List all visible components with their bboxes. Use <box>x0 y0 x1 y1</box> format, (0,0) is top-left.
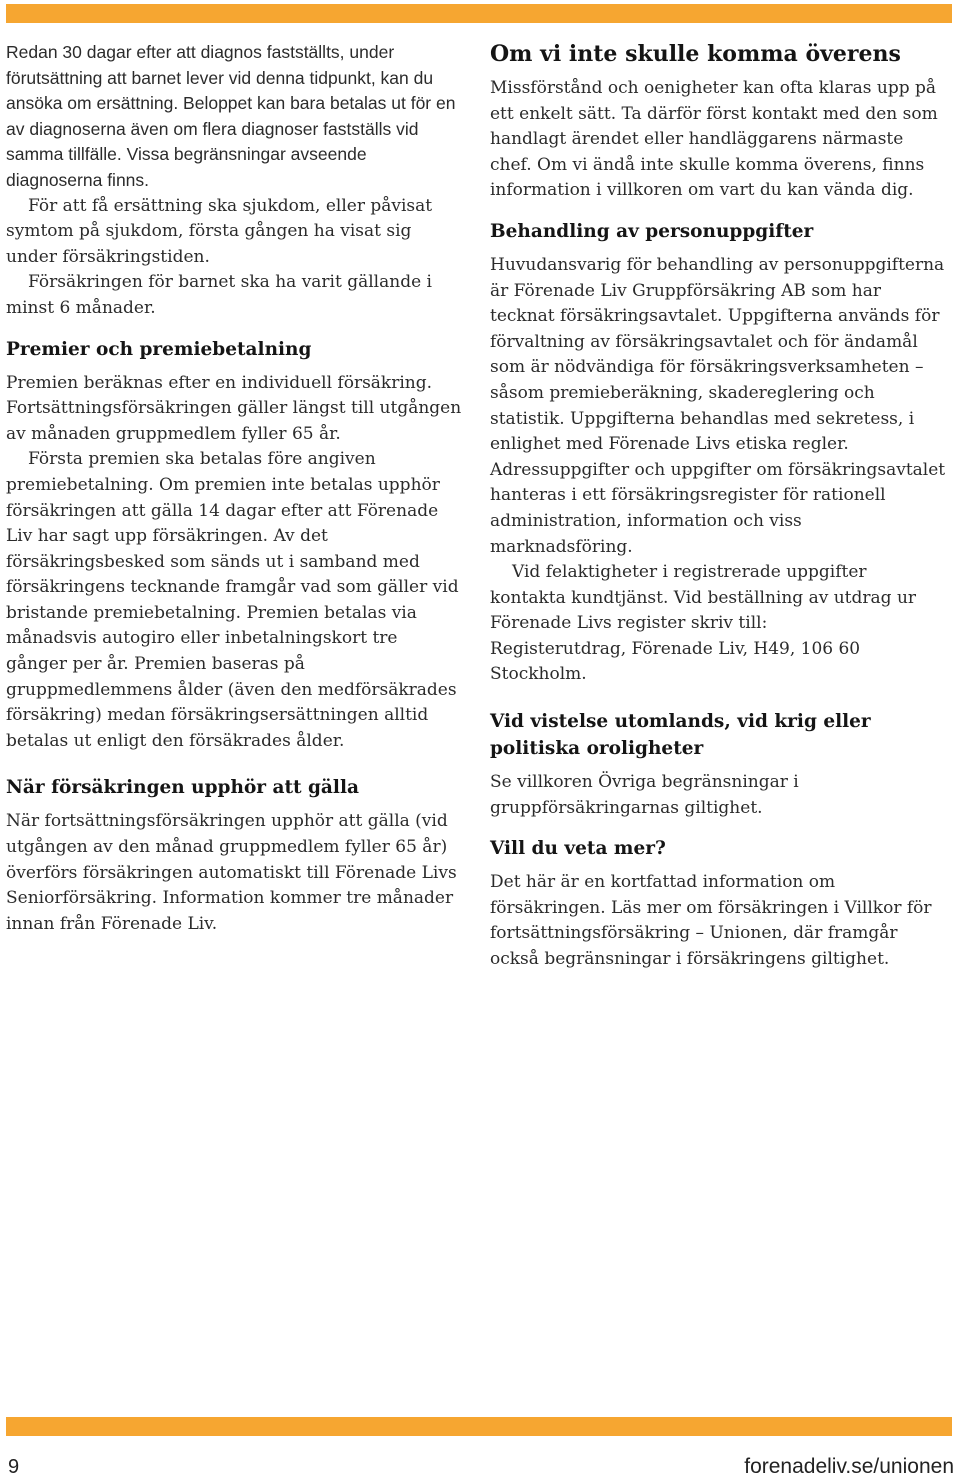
paragraph-premier-2: Första premien ska betalas före angiven premiebetalning. Om premien inte betalas upphör försäkringen att gälla 14 dagar efter att Förenade Liv har sagt upp försäkringen. Av det försäkringsbesked som sänds ut i samband med försäkringens tecknande framgår vad som gäller vid bristande premiebetalning. Premien betalas via månadsvis autogiro eller inbetalningskort tre gånger per år. Premien baseras på gruppmedlemmens ålder (även den medförsäkrades försäkring) medan försäkringsersättningen alltid betalas ut enligt den försäkrades ålder. <box>6 449 459 751</box>
paragraph-veta-mer: Det här är en kortfattad information om försäkringen. Läs mer om försäkringen i Villkor för fortsättningsförsäkring – Unionen, där framgår också begränsningar i försäkringens giltighet. <box>490 872 932 970</box>
paragraph-premier-1: Premien beräknas efter en individuell försäkring. Fortsättningsförsäkringen gäller längst till utgången av månaden gruppmedlem fyller 65 år. <box>6 372 462 444</box>
heading-upphor: När försäkringen upphör att gälla <box>6 777 359 799</box>
bottom-accent-band <box>6 1417 952 1436</box>
heading-veta-mer: Vill du veta mer? <box>490 838 666 860</box>
paragraph-minimum-period: Försäkringen för barnet ska ha varit gällande i minst 6 månader. <box>6 272 432 318</box>
intro-paragraph: Redan 30 dagar efter att diagnos fastställts, under förutsättning att barnet lever vid denna tidpunkt, kan du ansöka om ersättning. Beloppet kan bara betalas ut för en av diagnoserna även om flera diagnoser fastställs vid samma tillfälle. Vissa begränsningar avseende diagnoserna finns. <box>6 42 456 190</box>
paragraph-symptom: För att få ersättning ska sjukdom, eller påvisat symtom på sjukdom, första gången ha visat sig under försäkringstiden. <box>6 195 433 267</box>
paragraph-personuppgifter-2: Adressuppgifter och uppgifter om försäkringsavtalet hanteras i ett försäkringsregister för rationell administration, information och viss marknadsföring. <box>490 459 946 557</box>
heading-premier: Premier och premiebetalning <box>6 338 312 360</box>
paragraph-personuppgifter-3: Vid felaktigheter i registrerade uppgifter kontakta kundtjänst. Vid beställning av utdrag ur Förenade Livs register skriv till: <box>490 562 917 634</box>
heading-overens: Om vi inte skulle komma överens <box>490 41 901 67</box>
paragraph-upphor: När fortsättningsförsäkringen upphör att gälla (vid utgången av den månad gruppmedlem fyller 65 år) överförs försäkringen automatiskt till Förenade Livs Seniorförsäkring. Information kommer tre månader innan från Förenade Liv. <box>6 811 457 934</box>
heading-personuppgifter: Behandling av personuppgifter <box>490 220 814 242</box>
right-column <box>490 40 946 973</box>
paragraph-overens: Missförstånd och oenigheter kan ofta klaras upp på ett enkelt sätt. Ta därför först kontakt med den som handlagt ärendet eller handläggarens närmaste chef. Om vi ändå inte skulle komma överens, finns information i villkoren om vart du kan vända dig. <box>490 78 938 201</box>
page-number: 9 <box>8 1456 20 1478</box>
footer-url[interactable]: forenadeliv.se/unionen <box>744 1455 954 1478</box>
paragraph-utomlands: Se villkoren Övriga begränsningar i gruppförsäkringarnas giltighet. <box>490 772 799 818</box>
postal-address: Registerutdrag, Förenade Liv, H49, 106 60 Stockholm. <box>490 638 861 685</box>
heading-utomlands: Vid vistelse utomlands, vid krig eller politiska oroligheter <box>490 711 871 760</box>
paragraph-personuppgifter-1: Huvudansvarig för behandling av personuppgifterna är Förenade Liv Gruppförsäkring AB som har tecknat försäkringsavtalet. Uppgifterna används för förvaltning av försäkringsavtalet och för ändamål som är nödvändiga för försäkringsverksamheten – såsom premieberäkning, skadereglering och statistik. Uppgifterna behandlas med sekretess, i enlighet med Förenade Livs etiska regler. <box>490 254 945 455</box>
left-column <box>6 40 462 937</box>
top-accent-band <box>6 4 952 23</box>
